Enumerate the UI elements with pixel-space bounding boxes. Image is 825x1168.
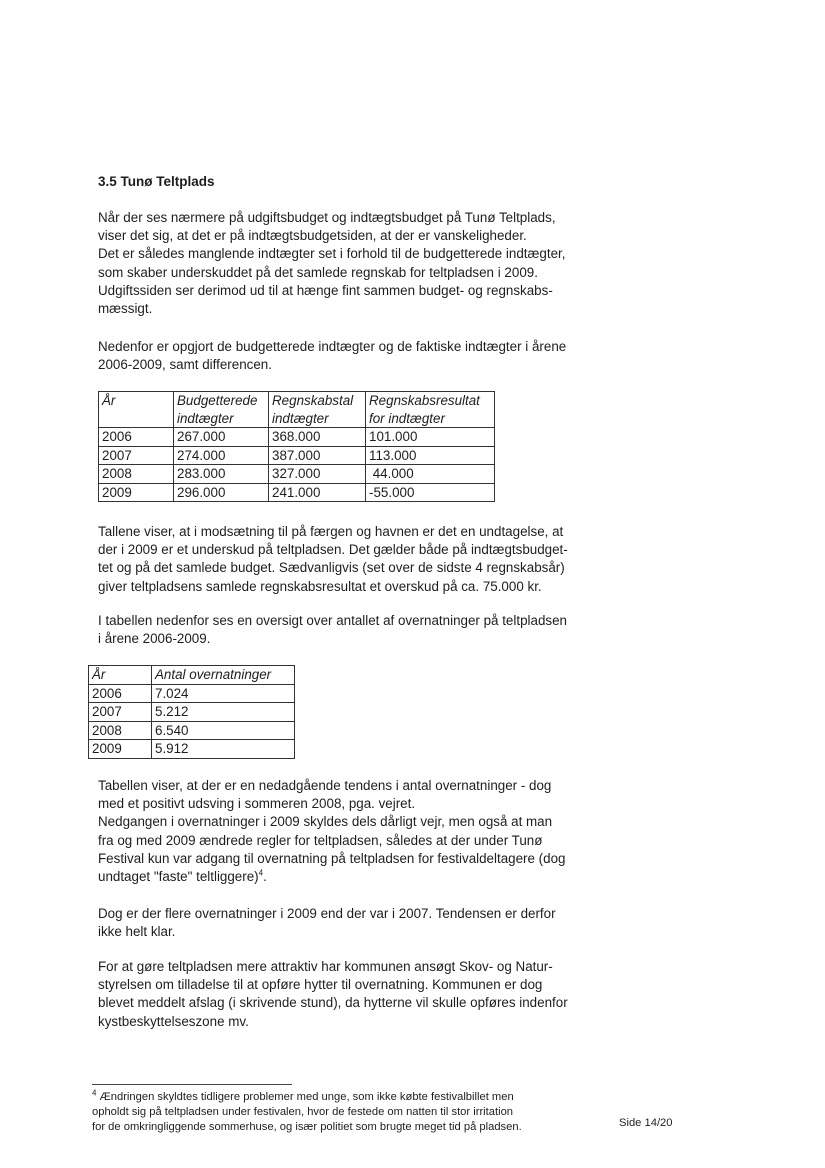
text-fragment: Ændringen skyldtes tidligere problemer med unge, som ikke købte festivalbillet men <box>96 1091 514 1103</box>
table-row <box>89 703 295 722</box>
table-row <box>99 483 495 502</box>
text-line: der i 2009 er et underskud på teltpladsen. Det gælder både på indtægtsbudget- <box>98 542 568 558</box>
text-line: Festival kun var adgang til overnatning på teltpladsen for festivaldeltagere (dog <box>98 850 566 866</box>
text-line: med et positivt udsving i sommeren 2008, pga. vejret. <box>98 796 416 812</box>
text-line: fra og med 2009 ændrede regler for teltpladsen, således at der under Tunø <box>98 832 543 848</box>
text-line: Når der ses nærmere på udgiftsbudget og indtægtsbudget på Tunø Teltplads, <box>98 210 556 225</box>
table-row <box>89 721 295 740</box>
table-cell: 7.024 <box>152 684 295 703</box>
table-header: Antal overnatninger <box>152 666 295 685</box>
text-line <box>92 1090 592 1105</box>
table-cell: 6.540 <box>152 721 295 740</box>
text-line: mæssigt. <box>98 301 153 317</box>
table-header: Regnskabstal indtægter <box>269 392 366 428</box>
text-line: viser det sig, at det er på indtægtsbudgetsiden, at der er vanskeligheder. <box>98 228 527 244</box>
text-line: blevet meddelt afslag (i skrivende stund), da hytterne vil skulle opføres indenfor <box>98 995 568 1011</box>
text-line: som skaber underskuddet på det samlede regnskab for teltpladsen i 2009. <box>98 264 538 280</box>
paragraph-intro <box>98 209 598 318</box>
footnote-reference: 4 <box>258 868 264 878</box>
page-number: Side 14/20 <box>619 1117 673 1129</box>
table-cell: 241.000 <box>269 483 366 502</box>
paragraph-results <box>98 523 598 596</box>
table-header-row <box>89 666 295 685</box>
text-line: ikke helt klar. <box>98 924 176 940</box>
table-row <box>89 740 295 759</box>
text-line: Tabellen viser, at der er en nedadgående tendens i antal overnatninger - dog <box>98 778 552 793</box>
section-heading: 3.5 Tunø Teltplads <box>98 174 215 189</box>
text-line: 2006-2009, samt differencen. <box>98 357 272 373</box>
text-line: Dog er der flere overnatninger i 2009 end der var i 2007. Tendensen er derfor <box>98 906 556 921</box>
paragraph-trend <box>98 777 598 886</box>
table-cell: 2009 <box>99 483 174 502</box>
text-line: Tallene viser, at i modsætning til på færgen og havnen er det en undtagelse, at <box>98 524 564 539</box>
table-header: Budgetterede indtægter <box>174 392 269 428</box>
paragraph-overnight-intro <box>98 612 598 648</box>
table-header: År <box>99 392 174 428</box>
text-line: tet og på det samlede budget. Sædvanligvis (set over de sidste 4 regnskabsår) <box>98 560 565 576</box>
table-cell: 2007 <box>99 446 174 465</box>
table-cell: 267.000 <box>174 428 269 447</box>
text-line: For at gøre teltpladsen mere attraktiv har kommunen ansøgt Skov- og Natur- <box>98 959 553 974</box>
text-line: i årene 2006-2009. <box>98 631 211 647</box>
text-line: Udgiftssiden ser derimod ud til at hænge fint sammen budget- og regnskabs- <box>98 282 553 298</box>
paragraph-budget-intro <box>98 338 598 374</box>
table-row <box>99 428 495 447</box>
table-cell: 44.000 <box>366 465 495 484</box>
budget-income-table <box>98 391 495 502</box>
table-header-row <box>99 392 495 428</box>
table-cell: 274.000 <box>174 446 269 465</box>
text-line <box>98 868 598 886</box>
table-header: År <box>89 666 152 685</box>
overnight-stays-table <box>88 665 295 759</box>
table-cell: 283.000 <box>174 465 269 484</box>
table-cell: 2006 <box>89 684 152 703</box>
table-cell: 2006 <box>99 428 174 447</box>
table-cell: 2009 <box>89 740 152 759</box>
text-line: opholdt sig på teltpladsen under festivalen, hvor de festede om natten til stor irritation <box>92 1106 514 1118</box>
table-row <box>99 465 495 484</box>
table-cell: 5.212 <box>152 703 295 722</box>
table-cell: 101.000 <box>366 428 495 447</box>
text-line: Det er således manglende indtægter set i forhold til de budgetterede indtægter, <box>98 246 566 262</box>
table-header: Regnskabsresultat for indtægter <box>366 392 495 428</box>
paragraph-huts <box>98 958 598 1031</box>
table-cell: 2008 <box>89 721 152 740</box>
text-line: kystbeskyttelseszone mv. <box>98 1013 249 1029</box>
footnote-divider <box>92 1084 292 1085</box>
text-fragment: . <box>263 869 267 885</box>
text-line: giver teltpladsens samlede regnskabsresultat et overskud på ca. 75.000 kr. <box>98 578 542 594</box>
table-cell: 327.000 <box>269 465 366 484</box>
table-row <box>99 446 495 465</box>
text-line: for de omkringliggende sommerhuse, og især politiet som brugte meget tid på pladsen. <box>92 1121 522 1133</box>
table-cell: 5.912 <box>152 740 295 759</box>
table-cell: 2007 <box>89 703 152 722</box>
table-cell: 113.000 <box>366 446 495 465</box>
table-row <box>89 684 295 703</box>
text-fragment: undtaget "faste" teltliggere) <box>98 869 259 885</box>
table-cell: 387.000 <box>269 446 366 465</box>
text-line: styrelsen om tilladelse til at opføre hytter til overnatning. Kommunen er dog <box>98 977 543 993</box>
footnote-marker: 4 <box>92 1088 97 1098</box>
text-line: Nedgangen i overnatninger i 2009 skyldes dels dårligt vejr, men også at man <box>98 814 553 830</box>
paragraph-comparison <box>98 905 598 941</box>
table-cell: 2008 <box>99 465 174 484</box>
table-cell: -55.000 <box>366 483 495 502</box>
text-line: Nedenfor er opgjort de budgetterede indtægter og de faktiske indtægter i årene <box>98 339 567 354</box>
text-line: I tabellen nedenfor ses en oversigt over antallet af overnatninger på teltpladsen <box>98 613 567 628</box>
footnote <box>92 1090 592 1135</box>
table-cell: 296.000 <box>174 483 269 502</box>
table-cell: 368.000 <box>269 428 366 447</box>
